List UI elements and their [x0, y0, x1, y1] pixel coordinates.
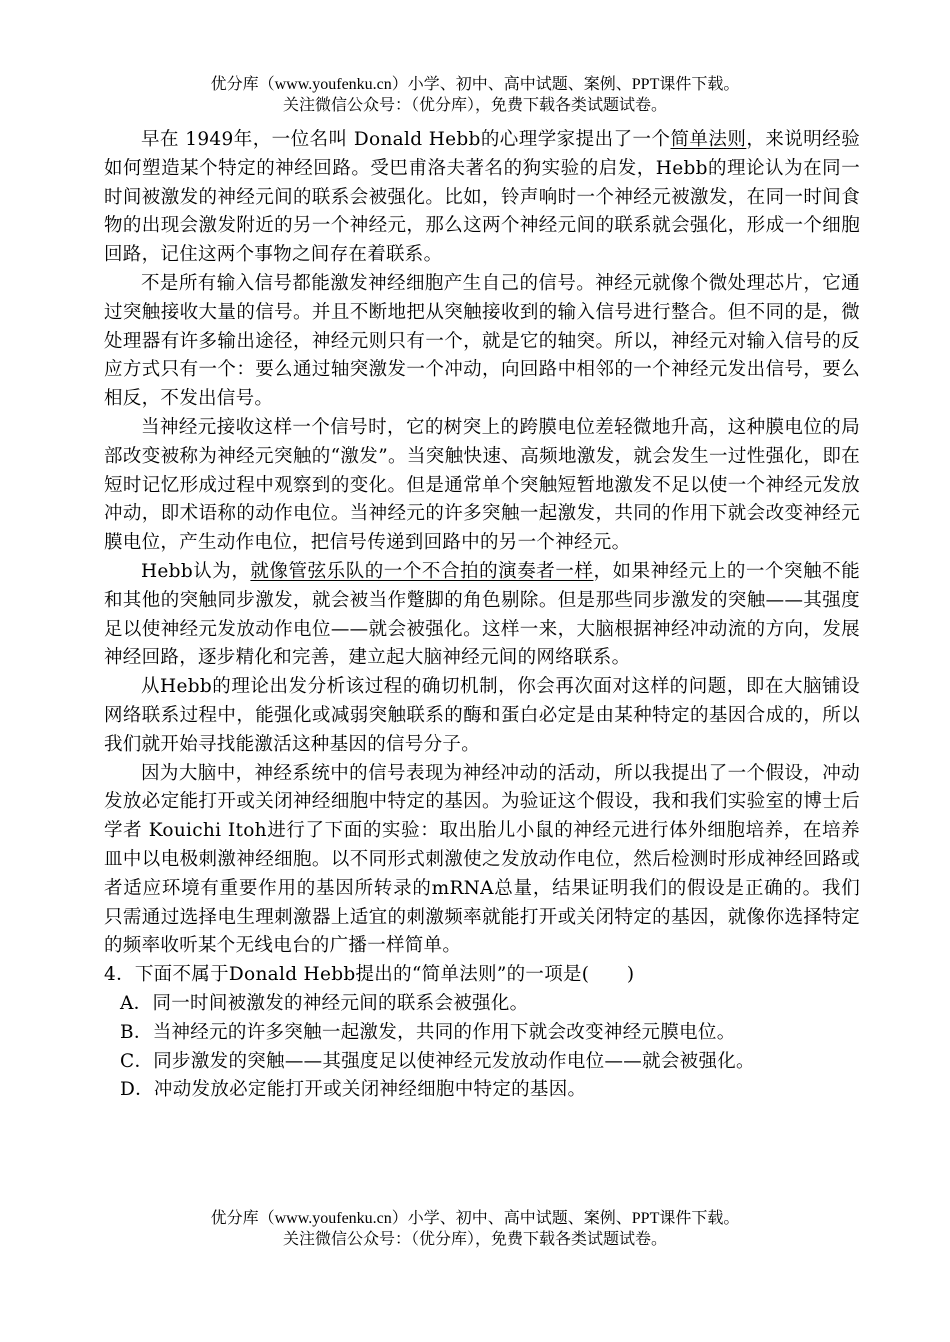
paragraph-5: 从Hebb的理论出发分析该过程的确切机制，你会再次面对这样的问题，即在大脑铺设网络联系过程中，能强化或减弱突触联系的酶和蛋白必定是由某种特定的基因合成的，所以我们就开始寻找能激活这种基因的信号分子。 [104, 676, 860, 755]
header-line-1: 优分库（www.youfenku.cn）小学、初中、高中试题、案例、PPT课件下载。 [210, 76, 740, 93]
option-b: B．当神经元的许多突触一起激发，共同的作用下就会改变神经元膜电位。 [120, 1021, 736, 1043]
paragraph-6: 因为大脑中，神经系统中的信号表现为神经冲动的活动，所以我提出了一个假设，冲动发放必定能打开或关闭神经细胞中特定的基因。为验证这个假设，我和我们实验室的博士后学者 Kouichi Itoh进行了下面的实验：取出胎儿小鼠的神经元进行体外细胞培养，在培养皿中以电极刺激神经细胞。以不同形式刺激使之发放动作电位，然后检测时形成神经回路或者适应环境有重要作用的基因所转录的mRNA总量，结果证明我们的假设是正确的。我们只需通过选择电生理刺激器上适宜的刺激频率就能打开或关闭特定的基因，就像你选择特定的频率收听某个无线电台的广播一样简单。 [104, 762, 860, 957]
header-banner [0, 74, 950, 116]
footer-line-1: 优分库（www.youfenku.cn）小学、初中、高中试题、案例、PPT课件下载。 [210, 1210, 740, 1227]
document-body [104, 126, 860, 1105]
paragraph-4-text-a: Hebb认为， [141, 560, 251, 582]
paragraph-1-text-b: ，来说明经验如何塑造某个特定的神经回路。受巴甫洛夫著名的狗实验的启发，Hebb的理论认为在同一时间被激发的神经元间的联系会被强化。比如，铃声响时一个神经元被激发，在同一时间食物的出现会激发附近的另一个神经元，那么这两个神经元间的联系就会强化，形成一个细胞回路，记住这两个事物之间存在着联系。 [104, 129, 860, 266]
question-stem: 4．下面不属于Donald Hebb提出的“简单法则”的一项是( ) [104, 964, 635, 986]
paragraph-4-text-b: ，如果神经元上的一个突触不能和其他的突触同步激发，就会被当作蹩脚的角色剔除。但是那些同步激发的突触——其强度足以使神经元发放动作电位——就会被强化。这样一来，大脑根据神经冲动流的方向，发展神经回路，逐步精化和完善，建立起大脑神经元间的网络联系。 [104, 560, 861, 669]
paragraph-1-text-a: 早在 1949年，一位名叫 Donald Hebb的心理学家提出了一个 [141, 129, 671, 150]
option-d: D．冲动发放必定能打开或关闭神经细胞中特定的基因。 [120, 1079, 587, 1101]
footer-banner [0, 1208, 950, 1250]
option-c: C．同步激发的突触——其强度足以使神经元发放动作电位——就会被强化。 [120, 1050, 755, 1072]
header-line-2: 关注微信公众号：（优分库），免费下载各类试题试卷。 [282, 97, 667, 114]
underlined-phrase-orchestra: 就像管弦乐队的一个不合拍的演奏者一样 [250, 560, 594, 582]
underlined-term-simple-rule: 简单法则 [670, 129, 747, 150]
paragraph-3: 当神经元接收这样一个信号时，它的树突上的跨膜电位差轻微地升高，这种膜电位的局部改变被称为神经元突触的“激发”。当突触快速、高频地激发，就会发生一过性强化，即在短时记忆形成过程中观察到的变化。但是通常单个突触短暂地激发不足以使一个神经元发放冲动，即术语称的动作电位。当神经元的许多突触一起激发，共同的作用下就会改变神经元膜电位，产生动作电位，把信号传递到回路中的另一个神经元。 [104, 416, 860, 554]
footer-line-2: 关注微信公众号：（优分库），免费下载各类试题试卷。 [282, 1231, 667, 1248]
paragraph-4 [104, 558, 860, 673]
paragraph-2: 不是所有输入信号都能激发神经细胞产生自己的信号。神经元就像个微处理芯片，它通过突触接收大量的信号。并且不断地把从突触接收到的输入信号进行整合。但不同的是，微处理器有许多输出途径，神经元则只有一个，就是它的轴突。所以，神经元对输入信号的反应方式只有一个：要么通过轴突激发一个冲动，向回路中相邻的一个神经元发出信号，要么相反，不发出信号。 [104, 272, 860, 410]
paragraph-1 [104, 126, 860, 270]
option-a: A．同一时间被激发的神经元间的联系会被强化。 [120, 992, 529, 1014]
